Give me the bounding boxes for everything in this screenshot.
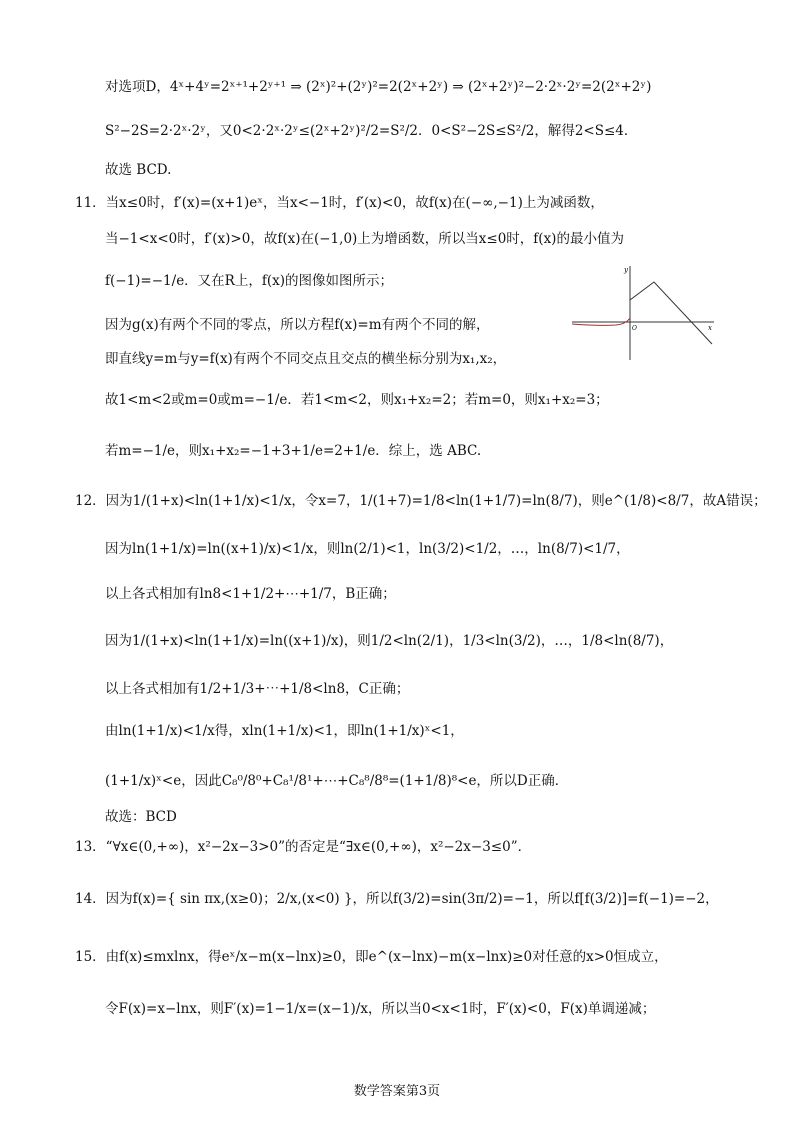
line-0: 对选项D，4ˣ+4ʸ=2ˣ⁺¹+2ʸ⁺¹ ⇒ (2ˣ)²+(2ʸ)²=2(2ˣ+2ʸ) ⇒ (2ˣ+2ʸ)²−2·2ˣ·2ʸ=2(2ˣ+2ʸ) bbox=[105, 79, 652, 95]
line-3: 11．当x≤0时，f′(x)=(x+1)eˣ，当x<−1时，f′(x)<0，故f(x)在(−∞,−1)上为减函数， bbox=[75, 195, 604, 211]
line-5: f(−1)=−1/e．又在R上，f(x)的图像如图所示； bbox=[105, 273, 393, 289]
y-axis-label: y bbox=[624, 266, 628, 274]
page-footer: 数学答案第3页 bbox=[353, 1084, 441, 1099]
line-19: 14．因为f(x)={ sin πx,(x≥0)；2/x,(x<0) }，所以f(3/2)=sin(3π/2)=−1，所以f[f(3/2)]=f(−1)=−2， bbox=[75, 891, 719, 907]
line-20: 15．由f(x)≤mxlnx，得eˣ/x−m(x−lnx)≥0，即e^(x−lnx)−m(x−lnx)≥0对任意的x>0恒成立， bbox=[75, 949, 668, 965]
x-axis-label: x bbox=[708, 324, 712, 332]
line-1: S²−2S=2·2ˣ·2ʸ，又0<2·2ˣ·2ʸ≤(2ˣ+2ʸ)²/2=S²/2．0<S²−2S≤S²/2，解得2<S≤4． bbox=[105, 123, 638, 139]
line-11: 因为ln(1+1/x)=ln((x+1)/x)<1/x，则ln(2/1)<1，ln(3/2)<1/2，…，ln(8/7)<1/7， bbox=[105, 541, 630, 557]
origin-label: O bbox=[632, 325, 637, 332]
line-7: 即直线y=m与y=f(x)有两个不同交点且交点的横坐标分别为x₁,x₂， bbox=[105, 351, 507, 367]
line-21: 令F(x)=x−lnx，则F′(x)=1−1/x=(x−1)/x，所以当0<x<1时，F′(x)<0，F(x)单调递减； bbox=[105, 1001, 656, 1017]
curve-right bbox=[630, 282, 712, 344]
line-14: 以上各式相加有1/2+1/3+⋯+1/8<ln8，C正确； bbox=[105, 681, 410, 697]
line-18: 13．“∀x∈(0,+∞)，x²−2x−3>0”的否定是“∃x∈(0,+∞)，x²−2x−3≤0”． bbox=[75, 839, 532, 855]
line-13: 因为1/(1+x)<ln(1+1/x)=ln((x+1)/x)，则1/2<ln(2/1)，1/3<ln(3/2)，…，1/8<ln(8/7)， bbox=[105, 633, 674, 649]
line-16: (1+1/x)ˣ<e，因此C₈⁰/8⁰+C₈¹/8¹+⋯+C₈⁸/8⁸=(1+1/8)⁸<e，所以D正确． bbox=[105, 773, 569, 789]
line-12: 以上各式相加有ln8<1+1/2+⋯+1/7，B正确； bbox=[105, 586, 396, 602]
line-10: 12．因为1/(1+x)<ln(1+1/x)<1/x，令x=7，1/(1+7)=1/8<ln(1+1/7)=ln(8/7)，则e^(1/8)<8/7，故A错误； bbox=[75, 493, 767, 509]
line-8: 故1<m<2或m=0或m=−1/e．若1<m<2，则x₁+x₂=2；若m=0，则x₁+x₂=3； bbox=[105, 392, 609, 408]
line-2: 故选 BCD. bbox=[105, 162, 172, 178]
function-graph bbox=[568, 262, 718, 362]
line-15: 由ln(1+1/x)<1/x得，xln(1+1/x)<1，即ln(1+1/x)ˣ<1， bbox=[105, 723, 464, 739]
line-9: 若m=−1/e，则x₁+x₂=−1+3+1/e=2+1/e．综上，选 ABC. bbox=[105, 443, 482, 459]
line-17: 故选：BCD bbox=[105, 809, 177, 825]
line-6: 因为g(x)有两个不同的零点，所以方程f(x)=m有两个不同的解， bbox=[105, 317, 490, 333]
line-4: 当−1<x<0时，f′(x)>0，故f(x)在(−1,0)上为增函数，所以当x≤0时，f(x)的最小值为 bbox=[105, 231, 624, 247]
